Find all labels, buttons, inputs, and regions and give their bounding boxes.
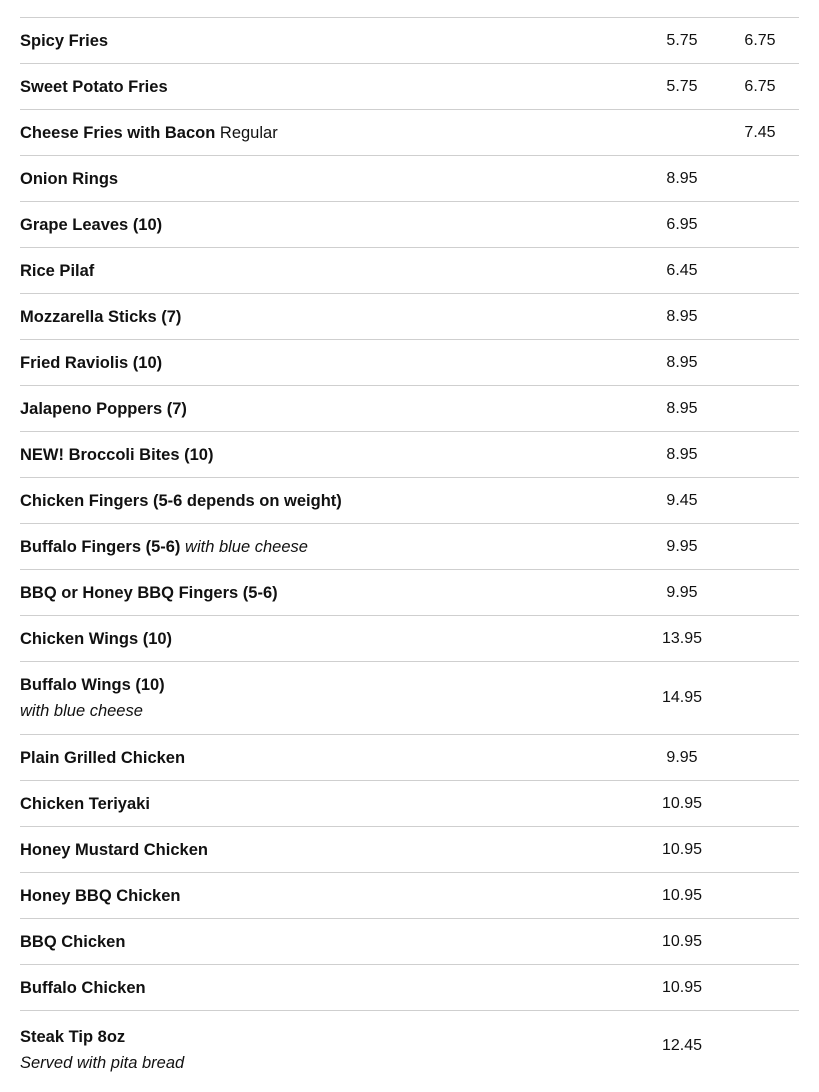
menu-item-price-regular: 10.95 <box>661 840 703 858</box>
menu-item-name-col <box>20 166 643 192</box>
menu-item-name-col <box>20 28 643 54</box>
menu-item-price-regular: 9.95 <box>666 748 698 766</box>
menu-item-name-col <box>20 442 643 468</box>
menu-item-price-large: 7.45 <box>744 123 776 141</box>
menu-item-price-regular: 8.95 <box>666 399 698 417</box>
menu-item-row <box>20 17 799 63</box>
menu-item-row <box>20 155 799 201</box>
menu-item-price-regular: 9.45 <box>666 491 698 509</box>
menu-item-name-col <box>20 672 643 724</box>
menu-item-row <box>20 918 799 964</box>
menu-item-name-col <box>20 74 643 100</box>
menu-item-note: Regular <box>219 123 278 142</box>
menu-item-name-col <box>20 975 643 1001</box>
menu-item-name: Plain Grilled Chicken <box>20 748 186 767</box>
menu-item-name: Chicken Wings (10) <box>20 629 173 648</box>
menu-item-name-col <box>20 212 643 238</box>
menu-item-row <box>20 385 799 431</box>
menu-list <box>20 17 799 1072</box>
menu-item-name: Mozzarella Sticks (7) <box>20 307 182 326</box>
menu-item-price-regular: 13.95 <box>661 629 703 647</box>
menu-item-name: Jalapeno Poppers (7) <box>20 399 187 418</box>
menu-item-row <box>20 1010 799 1072</box>
menu-item-row <box>20 780 799 826</box>
menu-item-note: with blue cheese <box>185 537 308 556</box>
menu-item-name-col <box>20 488 643 514</box>
menu-item-name-col <box>20 837 643 863</box>
menu-item-name-col <box>20 791 643 817</box>
menu-item-row <box>20 523 799 569</box>
menu-item-name-col <box>20 745 643 771</box>
menu-item-row <box>20 826 799 872</box>
menu-item-name: Fried Raviolis (10) <box>20 353 163 372</box>
menu-item-row <box>20 63 799 109</box>
menu-item-name: Rice Pilaf <box>20 261 95 280</box>
menu-item-row <box>20 615 799 661</box>
menu-item-note: Served with pita bread <box>20 1054 185 1072</box>
menu-item-price-regular: 10.95 <box>661 886 703 904</box>
menu-item-price-large <box>721 1024 799 1037</box>
menu-item-price-regular: 10.95 <box>661 932 703 950</box>
menu-item-row <box>20 201 799 247</box>
menu-item-name: Grape Leaves (10) <box>20 215 163 234</box>
menu-item-name-col <box>20 258 643 284</box>
menu-item-price-regular: 8.95 <box>666 445 698 463</box>
menu-item-price-regular: 10.95 <box>661 794 703 812</box>
menu-item-row <box>20 872 799 918</box>
menu-item-name: Sweet Potato Fries <box>20 77 168 96</box>
menu-item-price-regular: 5.75 <box>666 31 698 49</box>
menu-item-price-regular: 6.95 <box>666 215 698 233</box>
menu-item-name-col <box>20 350 643 376</box>
menu-item-name: Cheese Fries with Bacon <box>20 123 216 142</box>
menu-item-name-col <box>20 120 643 146</box>
menu-item-name: Chicken Fingers (5-6 depends on weight) <box>20 491 342 510</box>
menu-item-name-col <box>20 304 643 330</box>
menu-item-name-col <box>20 534 643 560</box>
menu-item-name-col <box>20 580 643 606</box>
menu-item-row <box>20 964 799 1010</box>
menu-item-price-regular: 5.75 <box>666 77 698 95</box>
menu-item-name: Honey Mustard Chicken <box>20 840 208 859</box>
menu-item-name: Chicken Teriyaki <box>20 794 150 813</box>
menu-item-row <box>20 477 799 523</box>
menu-item-name-col <box>20 1024 643 1076</box>
menu-item-name: Buffalo Wings (10) <box>20 676 165 694</box>
menu-item-note: with blue cheese <box>20 702 143 720</box>
menu-item-row <box>20 293 799 339</box>
menu-item-row <box>20 569 799 615</box>
menu-item-row <box>20 431 799 477</box>
menu-item-row <box>20 109 799 155</box>
menu-item-name-col <box>20 396 643 422</box>
menu-item-row <box>20 661 799 734</box>
menu-item-row <box>20 339 799 385</box>
menu-item-row <box>20 734 799 780</box>
menu-item-price-large: 6.75 <box>744 31 776 49</box>
menu-item-price-regular: 14.95 <box>661 689 703 706</box>
menu-item-name: Onion Rings <box>20 169 119 188</box>
menu-item-price-regular: 10.95 <box>661 978 703 996</box>
menu-item-row <box>20 247 799 293</box>
menu-item-price-regular: 6.45 <box>666 261 698 279</box>
menu-item-name: Spicy Fries <box>20 31 109 50</box>
menu-item-name: BBQ Chicken <box>20 932 126 951</box>
menu-item-price-regular: 9.95 <box>666 537 698 555</box>
menu-item-price-regular: 8.95 <box>666 307 698 325</box>
menu-item-name: Steak Tip 8oz <box>20 1028 126 1046</box>
menu-item-price-regular: 8.95 <box>666 169 698 187</box>
menu-item-name: Buffalo Chicken <box>20 978 146 997</box>
menu-item-name-col <box>20 929 643 955</box>
menu-item-price-regular: 8.95 <box>666 353 698 371</box>
menu-item-name-col <box>20 883 643 909</box>
menu-item-name: Honey BBQ Chicken <box>20 886 181 905</box>
menu-item-name-col <box>20 626 643 652</box>
menu-item-name: Buffalo Fingers (5-6) <box>20 537 181 556</box>
menu-item-price-regular: 12.45 <box>661 1037 703 1054</box>
menu-item-name: BBQ or Honey BBQ Fingers (5-6) <box>20 583 278 602</box>
menu-item-price-regular: 9.95 <box>666 583 698 601</box>
menu-item-price-large: 6.75 <box>744 77 776 95</box>
menu-item-name: NEW! Broccoli Bites (10) <box>20 445 214 464</box>
